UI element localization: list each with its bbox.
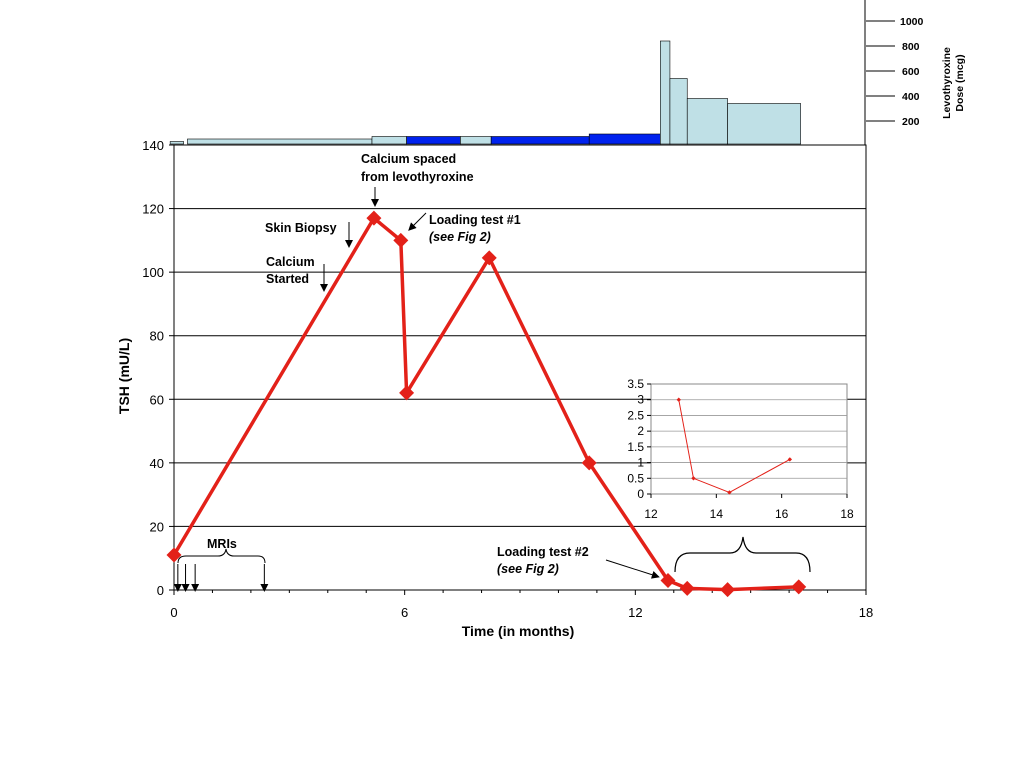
annotation-loading2-line1: Loading test #2: [497, 545, 589, 559]
inset-y-tick-label: 1: [637, 455, 644, 470]
inset-y-tick-label: 0.5: [627, 471, 644, 486]
dose-tick-label: 1000: [900, 16, 924, 28]
dose-strip: [170, 0, 966, 145]
inset-y-tick-label: 2.5: [627, 408, 644, 423]
inset-chart: [627, 377, 854, 521]
dose-tick-label: 400: [902, 91, 920, 103]
arrow-loading1: [411, 213, 426, 228]
dose-bar: [491, 137, 589, 145]
y-axis-title: TSH (mU/L): [116, 337, 132, 415]
dose-bar: [660, 41, 670, 144]
tsh-data-point: [680, 581, 695, 596]
dose-bar: [589, 134, 660, 144]
annotation-calcium-line2: Started: [266, 272, 310, 286]
annotation-loading1-line1: Loading test #1: [429, 213, 521, 227]
inset-x-tick-label: 16: [774, 507, 789, 521]
plot-frame: [174, 145, 866, 590]
dose-tick-label: 200: [902, 116, 920, 128]
dose-axis-label-line1: Levothyroxine: [941, 47, 953, 119]
inset-range-brace: [675, 537, 810, 572]
tsh-data-point: [167, 548, 182, 563]
y-tick-label: 60: [149, 392, 164, 408]
dose-bar: [670, 79, 687, 145]
x-tick-label: 6: [401, 605, 409, 620]
dose-bar: [372, 137, 407, 145]
y-tick-label: 100: [142, 265, 164, 281]
annotations: [178, 152, 810, 588]
tsh-data-point: [791, 579, 806, 594]
inset-y-tick-label: 1.5: [627, 439, 644, 454]
tsh-data-point: [720, 582, 735, 597]
inset-frame: [651, 384, 847, 494]
dose-bar: [170, 142, 183, 145]
annotation-calcium-spaced-line2: from levothyroxine: [361, 170, 474, 184]
arrow-loading2: [606, 560, 656, 576]
x-tick-label: 0: [170, 605, 178, 620]
annotation-mris: MRIs: [207, 537, 237, 551]
inset-y-tick-label: 3: [637, 392, 644, 407]
mris-brace: [178, 549, 265, 563]
annotation-calcium-line1: Calcium: [266, 255, 315, 269]
y-tick-label: 80: [149, 328, 164, 344]
annotation-calcium-spaced-line1: Calcium spaced: [361, 152, 457, 166]
inset-x-tick-label: 12: [644, 507, 658, 521]
dose-bar: [407, 137, 461, 145]
dose-tick-label: 600: [902, 66, 920, 78]
x-axis-title: Time (in months): [461, 623, 575, 639]
inset-y-tick-label: 0: [637, 487, 644, 501]
y-tick-label: 40: [149, 455, 164, 471]
annotation-skin-biopsy: Skin Biopsy: [265, 221, 337, 235]
x-tick-label: 12: [628, 605, 643, 620]
inset-y-tick-label: 2: [637, 424, 644, 439]
dose-bar: [728, 104, 801, 145]
inset-y-tick-label: 3.5: [627, 377, 644, 391]
inset-x-tick-label: 18: [840, 507, 854, 521]
dose-bar: [187, 139, 372, 144]
dose-axis-label-line2: Dose (mcg): [954, 54, 966, 112]
dose-bar: [687, 99, 727, 145]
dose-tick-label: 800: [902, 41, 920, 53]
y-tick-label: 120: [142, 201, 164, 217]
dose-bar: [460, 137, 491, 145]
y-tick-label: 0: [156, 583, 164, 598]
x-tick-label: 18: [858, 605, 874, 620]
inset-x-tick-label: 14: [709, 507, 724, 521]
annotation-loading2-line2: (see Fig 2): [497, 562, 559, 576]
y-tick-label: 20: [149, 519, 164, 535]
annotation-loading1-line2: (see Fig 2): [429, 230, 491, 244]
y-tick-label: 140: [142, 138, 164, 153]
